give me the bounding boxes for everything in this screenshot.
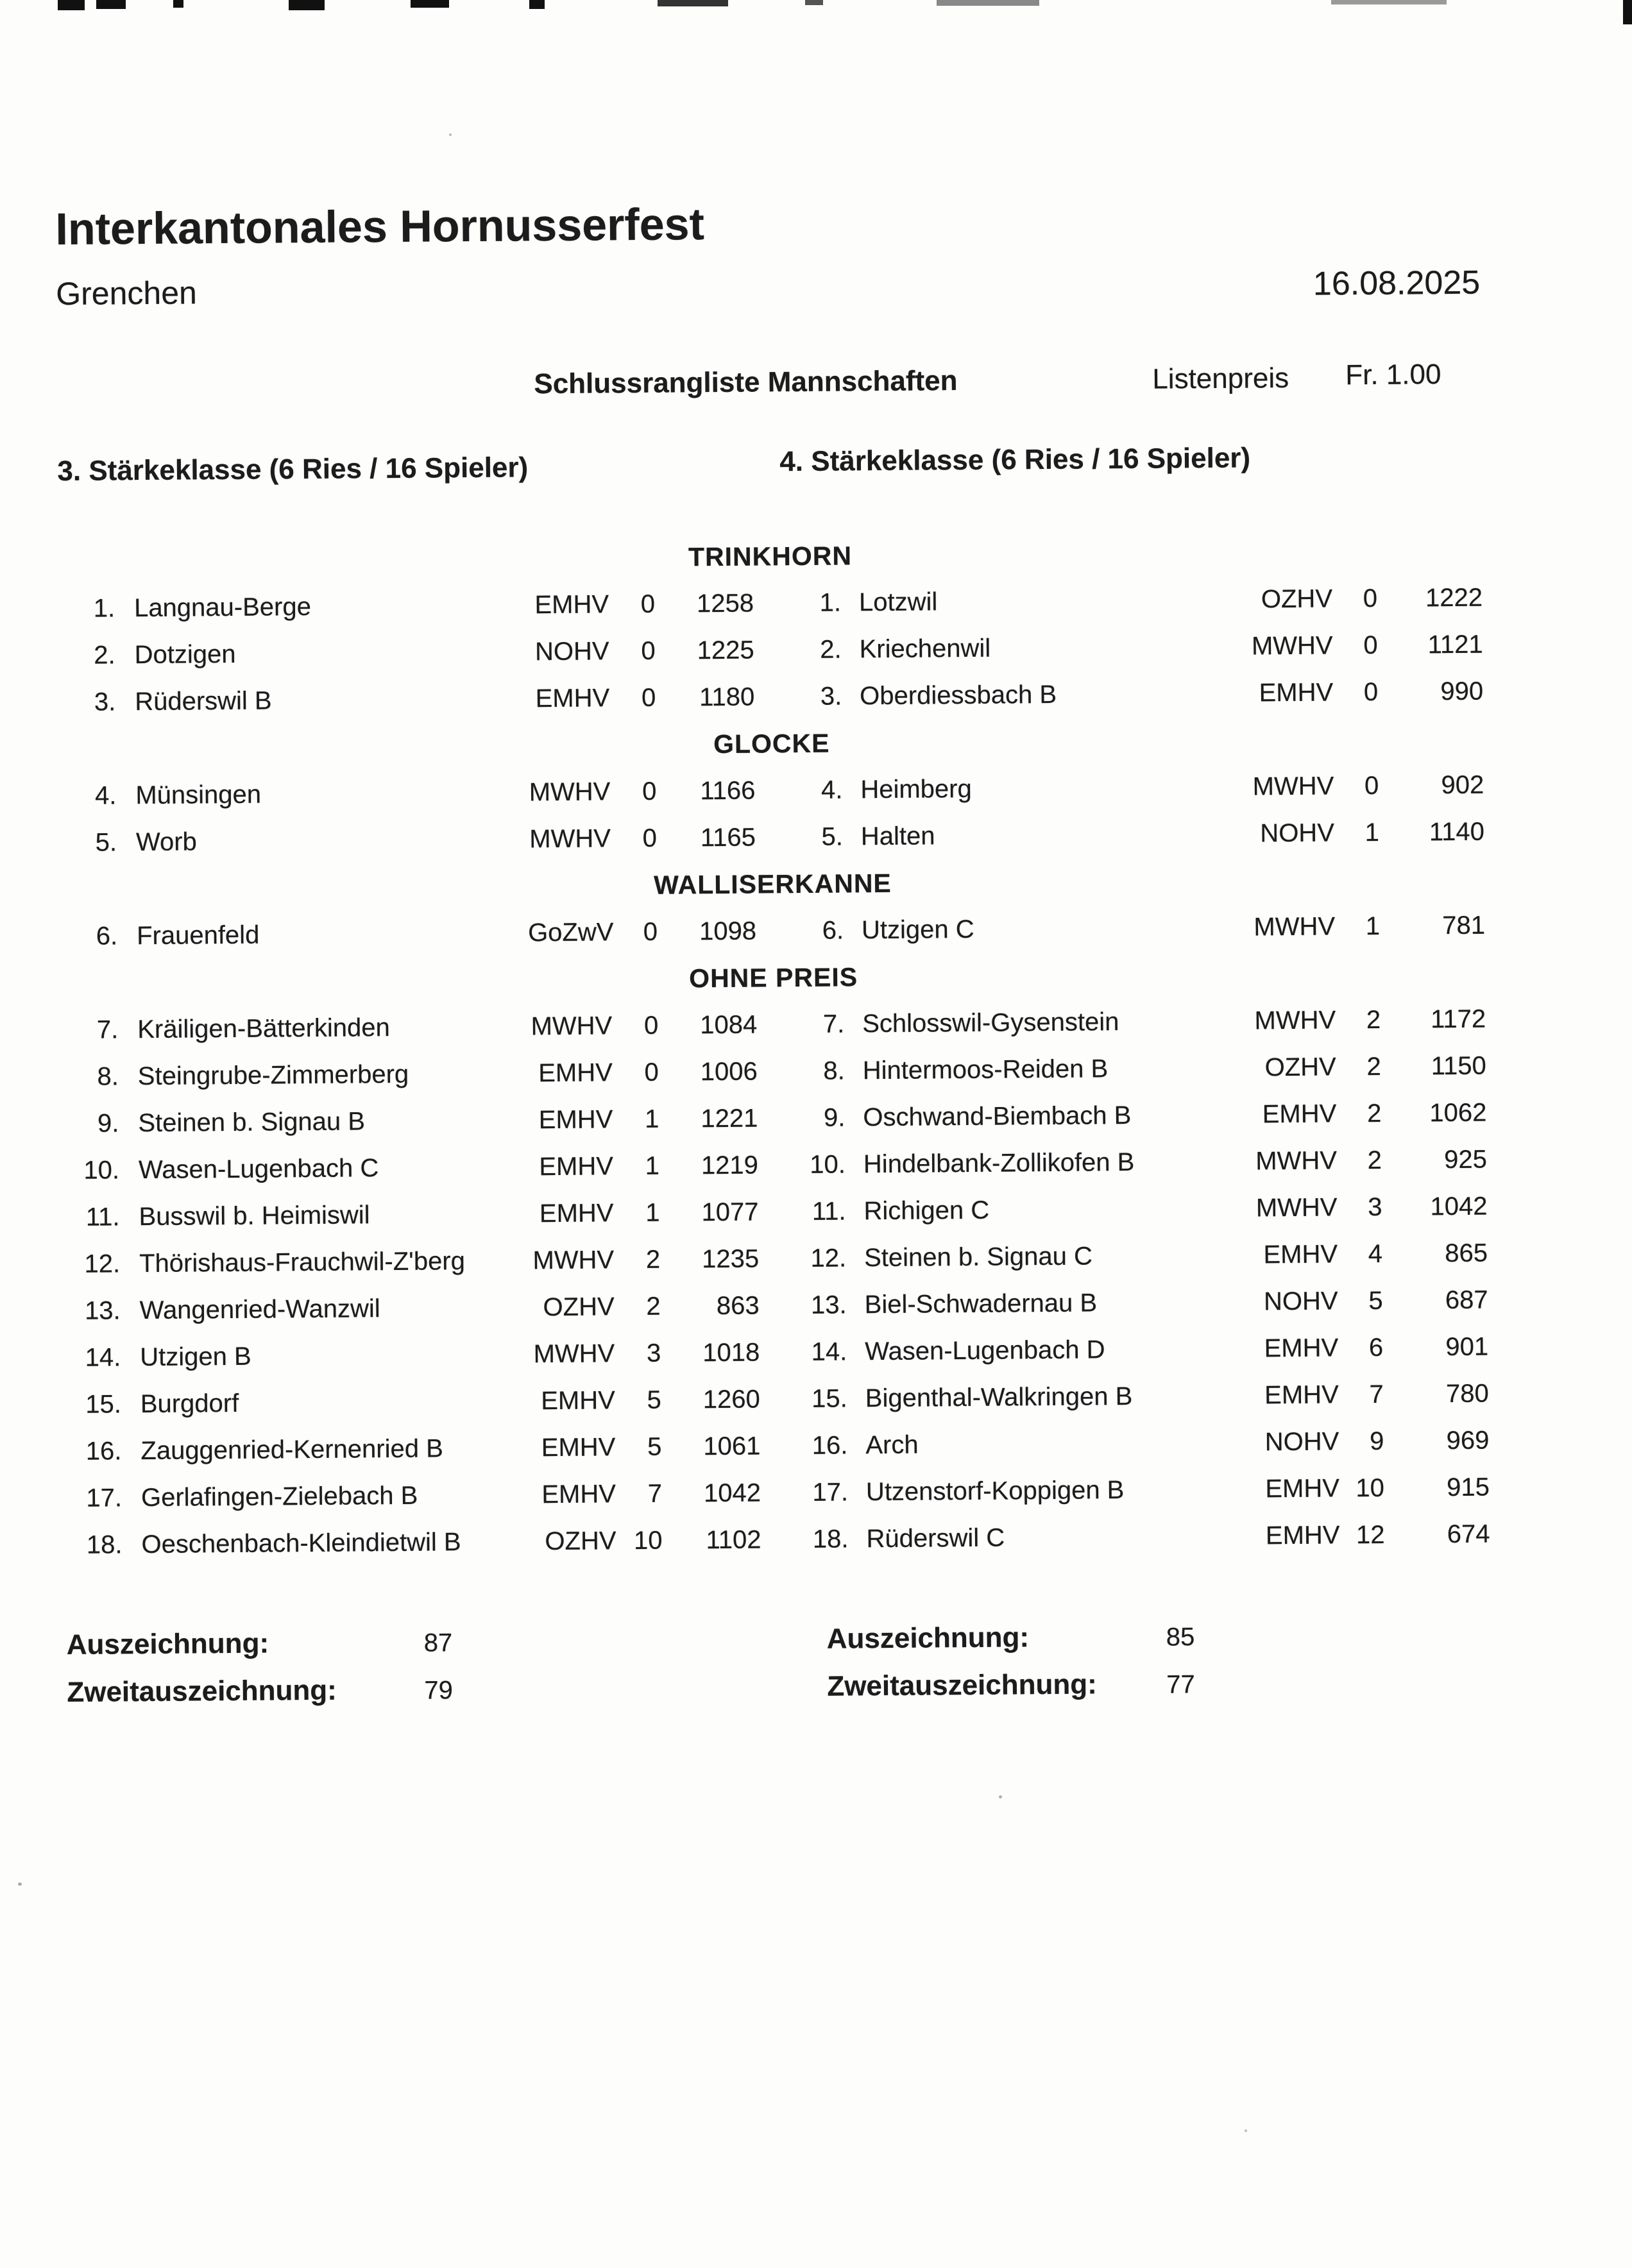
list-title-row xyxy=(56,361,1481,410)
team-left: Utzigen B xyxy=(140,1342,251,1372)
zweitauszeichnung-value-right: 77 xyxy=(1166,1670,1195,1699)
score-left: 1084 xyxy=(700,1010,758,1040)
assoc-right: NOHV xyxy=(1260,818,1335,848)
team-left: Busswil b. Heimiswil xyxy=(139,1201,370,1231)
score-right: 1140 xyxy=(1429,817,1485,847)
score-right: 1172 xyxy=(1431,1004,1486,1034)
team-left: Steinen b. Signau B xyxy=(138,1107,366,1138)
assoc-right: OZHV xyxy=(1261,584,1333,614)
score-right: 1222 xyxy=(1425,583,1483,613)
score-left: 1180 xyxy=(699,682,755,712)
rank-left: 3. xyxy=(94,688,116,716)
assoc-right: OZHV xyxy=(1264,1053,1336,1082)
team-right: Hindelbank-Zollikofen B xyxy=(863,1147,1135,1179)
num-left: 2 xyxy=(645,1245,661,1274)
score-right: 915 xyxy=(1447,1473,1490,1502)
num-left: 3 xyxy=(646,1339,661,1367)
score-left: 1018 xyxy=(702,1338,760,1367)
prize-heading: WALLISERKANNE xyxy=(654,868,892,900)
assoc-left: EMHV xyxy=(541,1386,615,1416)
team-left: Wasen-Lugenbach C xyxy=(138,1154,379,1185)
assoc-right: EMHV xyxy=(1265,1474,1340,1503)
score-left: 1061 xyxy=(703,1432,761,1461)
rank-right: 13. xyxy=(810,1291,847,1319)
num-left: 0 xyxy=(641,636,656,665)
score-left: 1221 xyxy=(701,1104,758,1133)
team-left: Münsingen xyxy=(135,780,262,810)
rank-right: 11. xyxy=(812,1197,846,1226)
num-right: 7 xyxy=(1369,1380,1384,1409)
assoc-left: OZHV xyxy=(543,1292,615,1322)
team-right: Steinen b. Signau C xyxy=(863,1242,1093,1273)
rank-right: 9. xyxy=(823,1103,846,1132)
team-right: Schlosswil-Gysenstein xyxy=(862,1008,1119,1038)
rank-right: 10. xyxy=(810,1150,846,1179)
team-right: Richigen C xyxy=(863,1196,990,1226)
assoc-left: EMHV xyxy=(534,590,609,620)
num-right: 0 xyxy=(1363,677,1379,707)
num-left: 0 xyxy=(640,589,656,618)
rank-right: 12. xyxy=(810,1244,847,1273)
assoc-right: MWHV xyxy=(1254,1006,1336,1035)
score-left: 1165 xyxy=(700,823,756,852)
assoc-right: MWHV xyxy=(1251,631,1333,661)
assoc-right: MWHV xyxy=(1252,772,1334,801)
num-left: 0 xyxy=(641,683,656,712)
rank-left: 11. xyxy=(85,1203,120,1231)
team-right: Halten xyxy=(860,822,935,851)
rank-right: 5. xyxy=(821,822,844,851)
prize-heading: OHNE PREIS xyxy=(689,962,858,994)
team-right: Bigenthal-Walkringen B xyxy=(865,1382,1133,1413)
num-left: 5 xyxy=(647,1385,661,1414)
rank-right: 6. xyxy=(822,916,844,945)
assoc-left: EMHV xyxy=(539,1152,614,1181)
team-right: Heimberg xyxy=(860,774,972,804)
rank-left: 2. xyxy=(94,641,115,670)
rank-left: 16. xyxy=(85,1437,122,1466)
column-gap xyxy=(757,1024,804,1025)
score-right: 969 xyxy=(1446,1426,1490,1455)
num-right: 0 xyxy=(1364,771,1379,800)
assoc-left: MWHV xyxy=(532,1246,615,1275)
assoc-right: MWHV xyxy=(1254,912,1336,942)
rank-left: 13. xyxy=(84,1296,121,1325)
score-right: 781 xyxy=(1442,911,1486,940)
score-right: 902 xyxy=(1441,770,1484,800)
team-right: Wasen-Lugenbach D xyxy=(865,1335,1105,1366)
zweitauszeichnung-label-left: Zweitauszeichnung: xyxy=(67,1674,337,1709)
num-right: 2 xyxy=(1366,1052,1381,1081)
page-title: Interkantonales Hornusserfest xyxy=(55,199,705,255)
assoc-right: EMHV xyxy=(1263,1240,1338,1269)
num-right: 2 xyxy=(1366,1005,1381,1035)
score-left: 1260 xyxy=(702,1385,760,1414)
team-left: Gerlafingen-Zielebach B xyxy=(140,1481,418,1512)
team-right: Arch xyxy=(865,1430,919,1460)
assoc-left: MWHV xyxy=(533,1339,615,1369)
score-right: 687 xyxy=(1445,1285,1488,1315)
score-left: 1225 xyxy=(697,636,754,665)
team-left: Dotzigen xyxy=(134,639,236,670)
score-left: 1098 xyxy=(699,917,757,946)
score-right: 901 xyxy=(1445,1332,1489,1362)
score-left: 1258 xyxy=(696,589,754,618)
prize-heading: TRINKHORN xyxy=(688,541,853,572)
score-left: 1006 xyxy=(700,1057,758,1087)
assoc-left: NOHV xyxy=(534,637,609,666)
team-left: Oeschenbach-Kleindietwil B xyxy=(141,1528,461,1559)
prize-heading: GLOCKE xyxy=(713,728,830,759)
num-right: 12 xyxy=(1356,1520,1385,1550)
score-right: 674 xyxy=(1447,1519,1490,1549)
rank-left: 6. xyxy=(96,922,118,951)
rank-left: 7. xyxy=(96,1015,119,1044)
team-right: Utzenstorf-Koppigen B xyxy=(865,1476,1125,1507)
assoc-left: EMHV xyxy=(541,1433,616,1462)
team-right: Hintermoos-Reiden B xyxy=(862,1054,1109,1085)
column-gap xyxy=(758,1071,805,1072)
rank-left: 14. xyxy=(85,1343,121,1372)
column-gap xyxy=(755,790,803,791)
column-gap xyxy=(761,1539,809,1540)
event-location: Grenchen xyxy=(56,275,198,312)
auszeichnung-value-right: 85 xyxy=(1166,1623,1195,1652)
team-left: Rüderswil B xyxy=(135,686,272,716)
score-right: 925 xyxy=(1443,1145,1488,1174)
rank-right: 15. xyxy=(812,1384,847,1413)
score-left: 1077 xyxy=(701,1197,759,1227)
team-right: Utzigen C xyxy=(861,915,974,945)
assoc-right: EMHV xyxy=(1264,1380,1339,1410)
rank-right: 2. xyxy=(820,635,842,664)
list-price-value: Fr. 1.00 xyxy=(1345,359,1441,391)
team-right: Biel-Schwadernau B xyxy=(864,1289,1098,1319)
num-right: 5 xyxy=(1368,1286,1383,1316)
score-left: 863 xyxy=(716,1291,760,1321)
rank-left: 18. xyxy=(86,1530,123,1559)
rank-right: 14. xyxy=(811,1337,847,1366)
rank-left: 4. xyxy=(94,781,117,810)
score-right: 1121 xyxy=(1427,630,1483,659)
team-left: Wangenried-Wanzwil xyxy=(139,1294,380,1325)
ranking-table xyxy=(58,528,1490,1569)
num-left: 2 xyxy=(646,1292,661,1321)
assoc-left: GoZwV xyxy=(527,918,614,947)
assoc-left: MWHV xyxy=(529,777,611,807)
rank-left: 15. xyxy=(85,1390,122,1419)
num-left: 0 xyxy=(642,777,657,806)
num-left: 0 xyxy=(643,1011,659,1040)
score-left: 1235 xyxy=(701,1244,760,1274)
team-right: Lotzwil xyxy=(858,588,938,617)
assoc-right: EMHV xyxy=(1259,678,1334,707)
assoc-left: OZHV xyxy=(545,1527,616,1556)
rank-right: 17. xyxy=(812,1478,849,1507)
score-left: 1042 xyxy=(703,1478,761,1508)
list-title: Schlussrangliste Mannschaften xyxy=(534,365,958,400)
rank-left: 9. xyxy=(97,1109,119,1138)
column-gap xyxy=(760,1305,807,1306)
team-right: Rüderswil C xyxy=(866,1523,1005,1553)
team-right: Kriechenwil xyxy=(859,634,991,664)
score-left: 1166 xyxy=(700,776,756,806)
num-left: 1 xyxy=(645,1151,660,1180)
team-left: Zauggenried-Kernenried B xyxy=(140,1434,443,1466)
assoc-right: EMHV xyxy=(1264,1333,1339,1363)
auszeichnung-label-right: Auszeichnung: xyxy=(826,1621,1030,1655)
assoc-left: MWHV xyxy=(531,1011,613,1041)
num-right: 0 xyxy=(1363,584,1378,613)
column-gap xyxy=(760,1399,808,1400)
assoc-left: MWHV xyxy=(529,824,611,854)
score-right: 990 xyxy=(1440,677,1484,706)
rank-left: 1. xyxy=(93,594,115,623)
assoc-left: EMHV xyxy=(535,684,610,713)
num-left: 0 xyxy=(643,917,658,946)
awards-section xyxy=(67,1618,1492,1724)
rank-right: 4. xyxy=(820,775,843,804)
team-right: Oberdiessbach B xyxy=(860,680,1057,711)
rank-left: 12. xyxy=(84,1249,121,1278)
score-left: 1219 xyxy=(701,1151,759,1180)
rank-left: 8. xyxy=(97,1062,119,1091)
team-left: Kräiligen-Bätterkinden xyxy=(137,1013,390,1044)
num-right: 1 xyxy=(1364,818,1380,847)
rank-right: 18. xyxy=(812,1525,849,1553)
team-left: Burgdorf xyxy=(140,1389,239,1419)
num-right: 4 xyxy=(1368,1239,1383,1269)
num-right: 10 xyxy=(1356,1473,1385,1503)
rank-left: 10. xyxy=(83,1156,120,1185)
score-right: 1062 xyxy=(1429,1098,1487,1128)
column-gap xyxy=(756,837,803,838)
assoc-right: EMHV xyxy=(1262,1099,1337,1129)
score-right: 780 xyxy=(1445,1379,1489,1409)
column-gap xyxy=(754,603,801,604)
num-right: 9 xyxy=(1369,1426,1384,1456)
class-header-left: 3. Stärkeklasse (6 Ries / 16 Spieler) xyxy=(57,452,529,487)
assoc-left: EMHV xyxy=(538,1105,613,1135)
assoc-right: NOHV xyxy=(1264,1427,1339,1457)
assoc-left: EMHV xyxy=(541,1480,616,1509)
assoc-right: EMHV xyxy=(1265,1521,1340,1550)
assoc-right: MWHV xyxy=(1255,1193,1338,1223)
auszeichnung-value-left: 87 xyxy=(423,1629,453,1657)
rank-right: 3. xyxy=(820,682,842,711)
column-gap xyxy=(758,1118,805,1119)
auszeichnung-label-left: Auszeichnung: xyxy=(66,1627,269,1661)
list-price-label: Listenpreis xyxy=(1152,362,1289,395)
num-left: 0 xyxy=(644,1058,659,1087)
num-left: 0 xyxy=(642,824,658,852)
score-right: 1150 xyxy=(1431,1051,1486,1081)
score-right: 865 xyxy=(1445,1239,1488,1268)
num-left: 5 xyxy=(647,1432,662,1461)
num-right: 2 xyxy=(1366,1099,1382,1128)
column-gap xyxy=(760,1352,807,1353)
num-right: 0 xyxy=(1363,630,1378,660)
rank-right: 8. xyxy=(823,1056,845,1085)
rank-left: 5. xyxy=(95,828,117,857)
location-date-row xyxy=(56,266,1480,310)
assoc-right: MWHV xyxy=(1255,1146,1338,1176)
num-right: 3 xyxy=(1368,1192,1382,1222)
team-left: Langnau-Berge xyxy=(133,592,312,623)
score-left: 1102 xyxy=(706,1525,761,1555)
assoc-left: EMHV xyxy=(539,1199,614,1228)
column-gap xyxy=(759,1258,806,1259)
assoc-left: EMHV xyxy=(538,1058,613,1088)
rank-left: 17. xyxy=(86,1484,123,1512)
assoc-right: NOHV xyxy=(1263,1287,1338,1316)
num-left: 10 xyxy=(633,1526,663,1555)
num-right: 2 xyxy=(1367,1146,1382,1175)
rank-right: 7. xyxy=(822,1010,845,1038)
team-left: Steingrube-Zimmerberg xyxy=(137,1060,409,1091)
num-left: 1 xyxy=(644,1104,659,1133)
num-right: 1 xyxy=(1365,911,1381,941)
num-right: 6 xyxy=(1368,1333,1384,1362)
team-left: Frauenfeld xyxy=(136,920,260,951)
event-date: 16.08.2025 xyxy=(1313,264,1481,303)
rank-right: 1. xyxy=(819,588,842,617)
rank-right: 16. xyxy=(812,1431,848,1460)
team-right: Oschwand-Biembach B xyxy=(863,1101,1132,1132)
zweitauszeichnung-value-left: 79 xyxy=(424,1676,454,1705)
class-header-right: 4. Stärkeklasse (6 Ries / 16 Spieler) xyxy=(779,442,1251,478)
num-left: 1 xyxy=(645,1198,660,1227)
team-left: Worb xyxy=(135,827,197,857)
class-header-row xyxy=(57,441,1481,493)
score-right: 1042 xyxy=(1430,1192,1488,1221)
zweitauszeichnung-label-right: Zweitauszeichnung: xyxy=(827,1668,1097,1702)
num-left: 7 xyxy=(647,1479,663,1508)
team-left: Thörishaus-Frauchwil-Z'berg xyxy=(139,1247,466,1278)
